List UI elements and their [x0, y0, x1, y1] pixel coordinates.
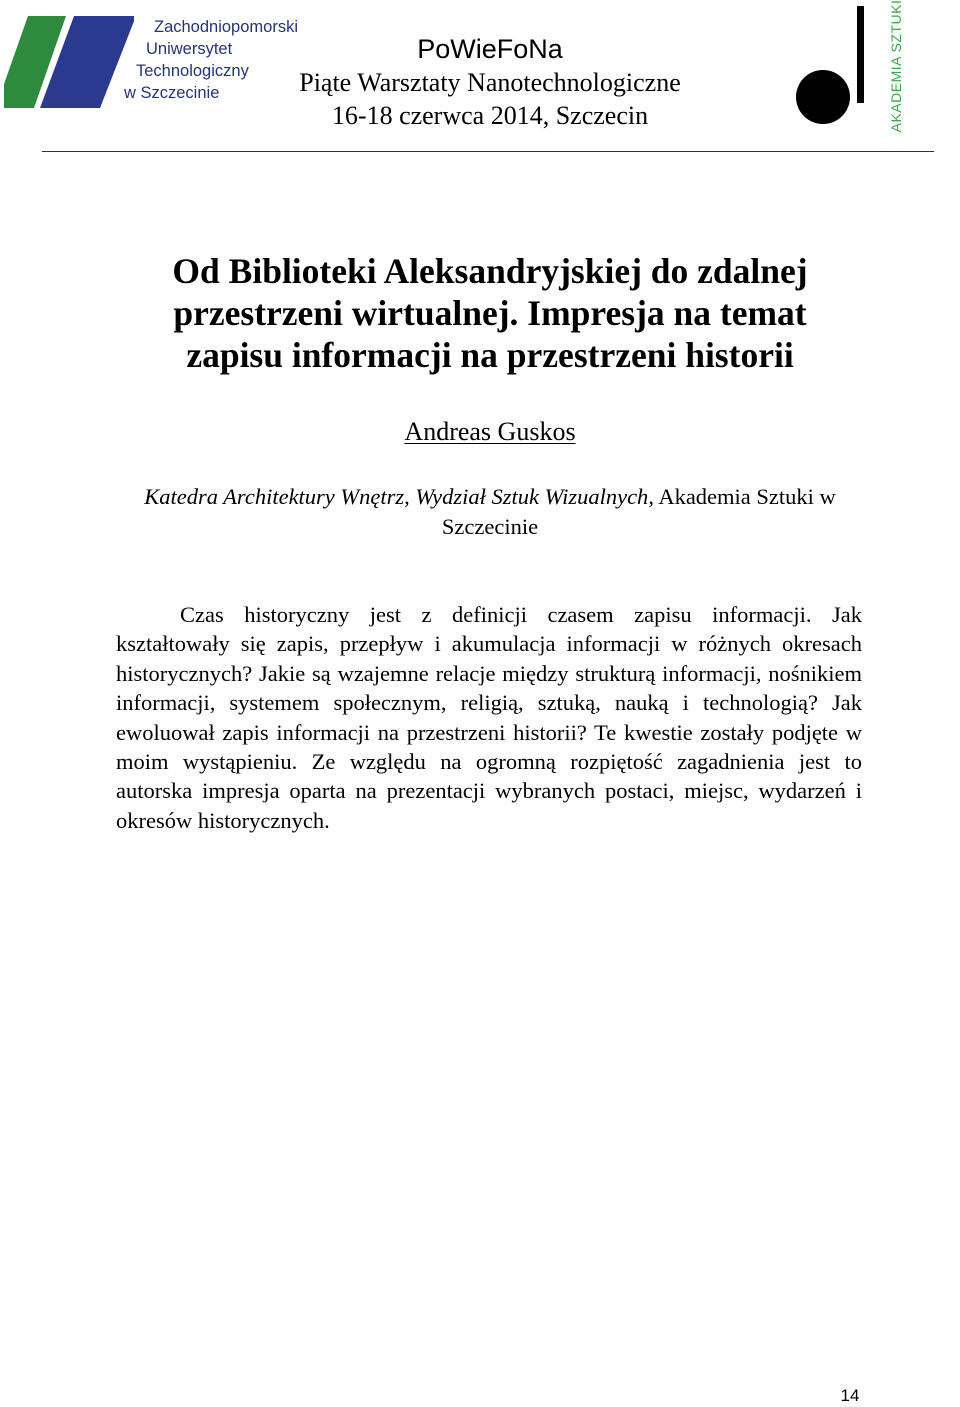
article-title: Od Biblioteki Aleksandryjskiej do zdalnej przestrzeni wirtualnej. Impresja na temat zapisu informacji na przestrzeni historii	[172, 251, 808, 375]
conference-date-place: 16-18 czerwca 2014, Szczecin	[331, 101, 649, 130]
conference-name: PoWieFoNa	[417, 34, 563, 64]
header-divider	[42, 151, 934, 152]
logo-black-dot	[796, 70, 850, 124]
page-number: 14	[840, 1386, 860, 1405]
conference-subtitle: Piąte Warsztaty Nanotechnologiczne	[299, 68, 681, 97]
logo-black-bar	[857, 6, 864, 103]
abstract	[116, 600, 862, 835]
author-line	[240, 416, 740, 448]
affiliation	[130, 482, 850, 542]
conference-info	[240, 32, 740, 132]
university-name-line-2: Uniwersytet	[146, 40, 233, 58]
university-name-line-4: w Szczecinie	[124, 84, 220, 102]
university-name-line-3: Technologiczny	[136, 62, 249, 80]
page-header	[0, 0, 960, 160]
academy-logo-text	[876, 0, 916, 133]
abstract-paragraph: Czas historyczny jest z definicji czasem zapisu informacji. Jak kształtowały się zapis, przepływ i akumulacja informacji w różnych okresach historycznych? Jakie są wzajemne relacje między strukturą informacji, nośnikiem informacji, systemem społecznym, religią, sztuką, nauką i technologią? Jak ewoluował zapis informacji na przestrzeni historii? Te kwestie zostały podjęte w moim wystąpieniu. Ze względu na ogromną rozpiętość zagadnienia jest to autorska impresja oparta na prezentacji wybranych postaci, miejsc, wydarzeń i okresów historycznych.	[116, 602, 862, 833]
academy-vertical-label: AKADEMIA SZTUKI	[888, 0, 904, 133]
university-logo-mark	[4, 14, 134, 114]
author-name: Andreas Guskos	[404, 417, 576, 446]
affiliation-department: Katedra Architektury Wnętrz, Wydział Sztuk Wizualnych	[144, 484, 649, 509]
university-name-line-1: Zachodniopomorski	[154, 18, 298, 36]
affiliation-institution: , Akademia Sztuki w Szczecinie	[441, 484, 836, 539]
